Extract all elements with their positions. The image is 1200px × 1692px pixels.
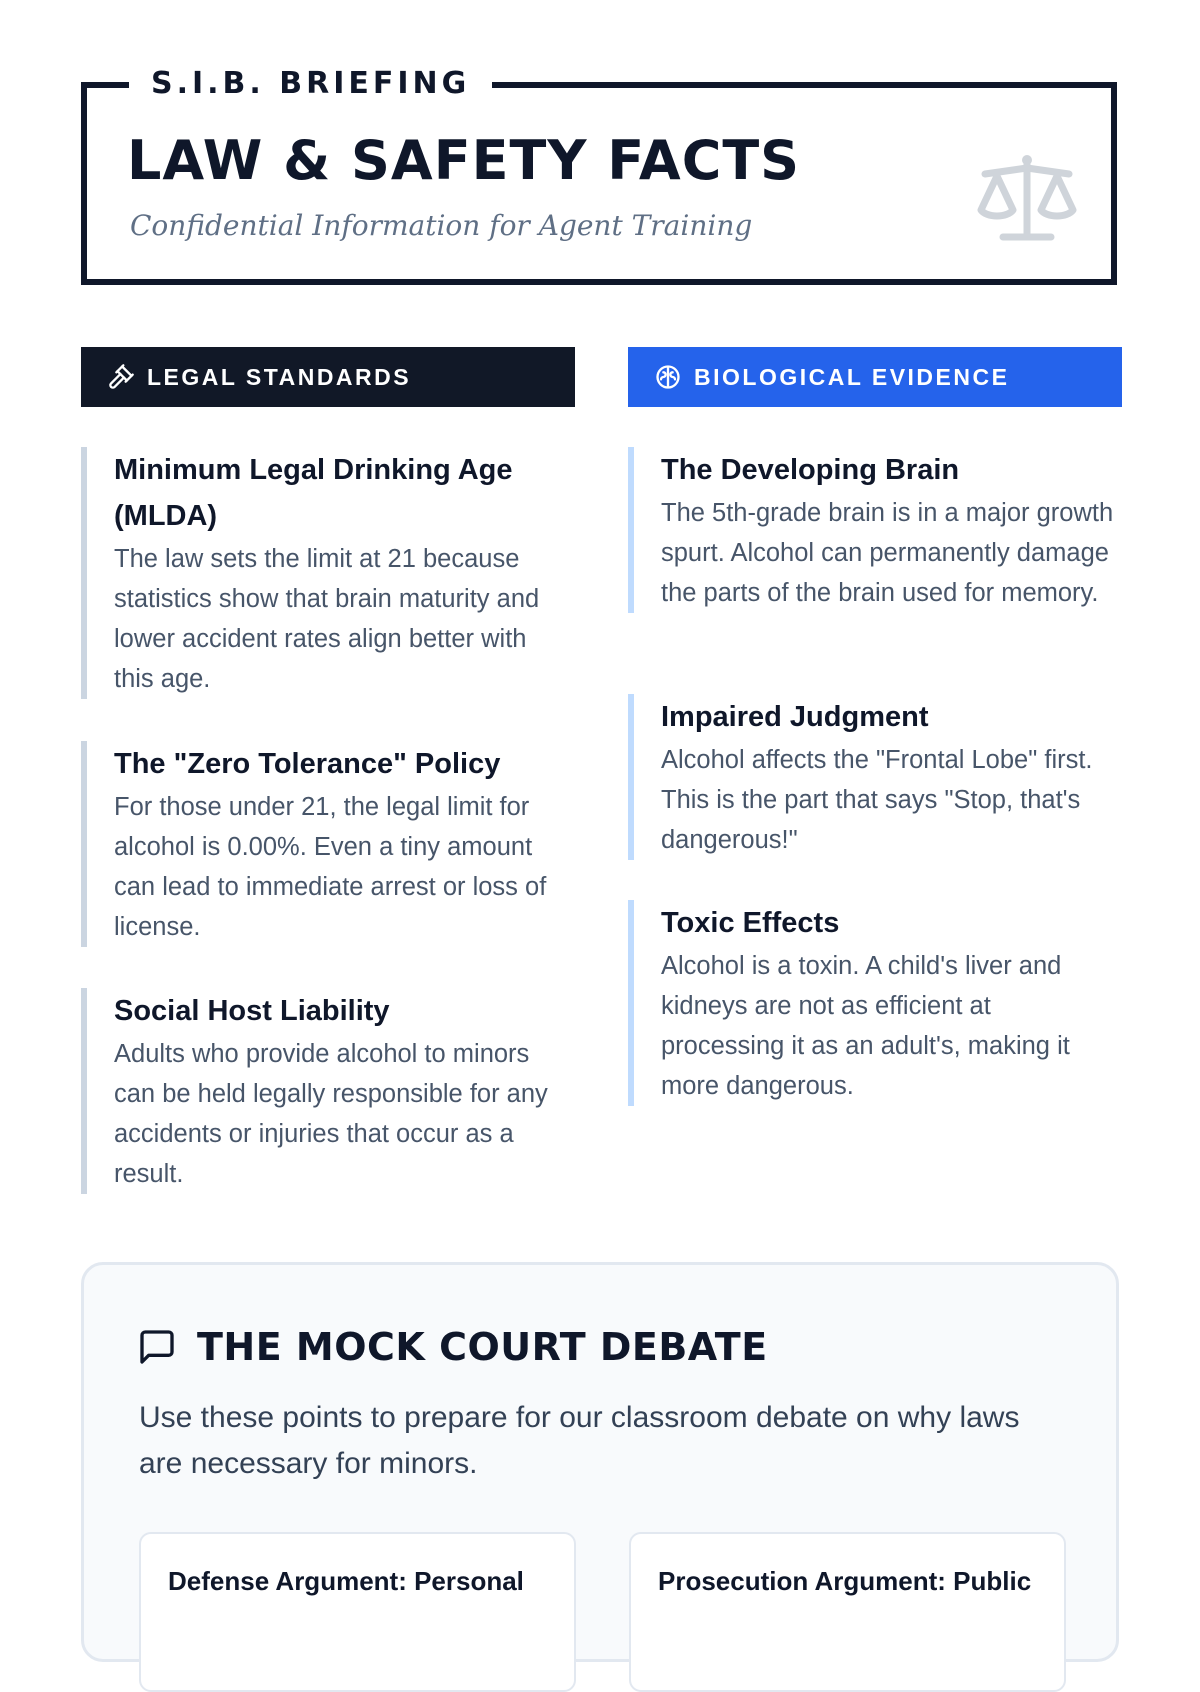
biology-item <box>628 694 1118 860</box>
biology-item-text: Alcohol affects the "Frontal Lobe" first. This is the part that says "Stop, that's dangerous!" <box>661 746 1093 854</box>
legal-item <box>81 447 571 699</box>
prosecution-argument-title: Prosecution Argument: Public <box>658 1566 1032 1596</box>
biology-item-text: Alcohol is a toxin. A child's liver and kidneys are not as efficient at processing it as an adult's, making it more dangerous. <box>661 952 1070 1100</box>
biology-item-title: Toxic Effects <box>661 907 840 939</box>
legal-standards-label: LEGAL STANDARDS <box>147 363 412 390</box>
legal-item-text: Adults who provide alcohol to minors can be held legally responsible for any accidents or injuries that occur as a result. <box>114 1040 548 1188</box>
briefing-tag: S.I.B. BRIEFING <box>129 64 492 104</box>
briefing-header <box>81 66 1117 285</box>
biology-item <box>628 900 1118 1106</box>
brain-icon <box>654 363 682 391</box>
biology-item-title: The Developing Brain <box>661 454 960 486</box>
legal-item-title: Minimum Legal Drinking Age (MLDA) <box>114 454 513 532</box>
legal-item <box>81 988 571 1194</box>
legal-item <box>81 741 571 947</box>
biological-evidence-label: BIOLOGICAL EVIDENCE <box>694 363 1010 390</box>
biology-item <box>628 447 1118 613</box>
biology-item-text: The 5th-grade brain is in a major growth spurt. Alcohol can permanently damage the parts of the brain used for memory. <box>661 499 1114 607</box>
page-subtitle: Confidential Information for Agent Training <box>130 209 753 242</box>
legal-standards-heading <box>81 347 575 407</box>
mock-court-intro: Use these points to prepare for our classroom debate on why laws are necessary for minors. <box>139 1401 1020 1480</box>
defense-argument-card <box>139 1532 576 1692</box>
scale-icon <box>975 148 1079 248</box>
mock-court-title: THE MOCK COURT DEBATE <box>197 1325 768 1369</box>
prosecution-argument-card <box>629 1532 1066 1692</box>
mock-court-heading <box>137 1325 768 1369</box>
legal-item-text: For those under 21, the legal limit for alcohol is 0.00%. Even a tiny amount can lead to immediate arrest or loss of license. <box>114 793 547 941</box>
chat-icon <box>137 1327 177 1367</box>
page-title: LAW & SAFETY FACTS <box>127 129 801 192</box>
legal-item-title: The "Zero Tolerance" Policy <box>114 748 501 780</box>
legal-item-title: Social Host Liability <box>114 995 390 1027</box>
mock-court-section <box>81 1262 1119 1662</box>
gavel-icon <box>107 363 135 391</box>
defense-argument-title: Defense Argument: Personal <box>168 1566 524 1596</box>
biology-item-title: Impaired Judgment <box>661 701 929 733</box>
legal-item-text: The law sets the limit at 21 because statistics show that brain maturity and lower accident rates align better with this age. <box>114 545 540 693</box>
biological-evidence-heading <box>628 347 1122 407</box>
